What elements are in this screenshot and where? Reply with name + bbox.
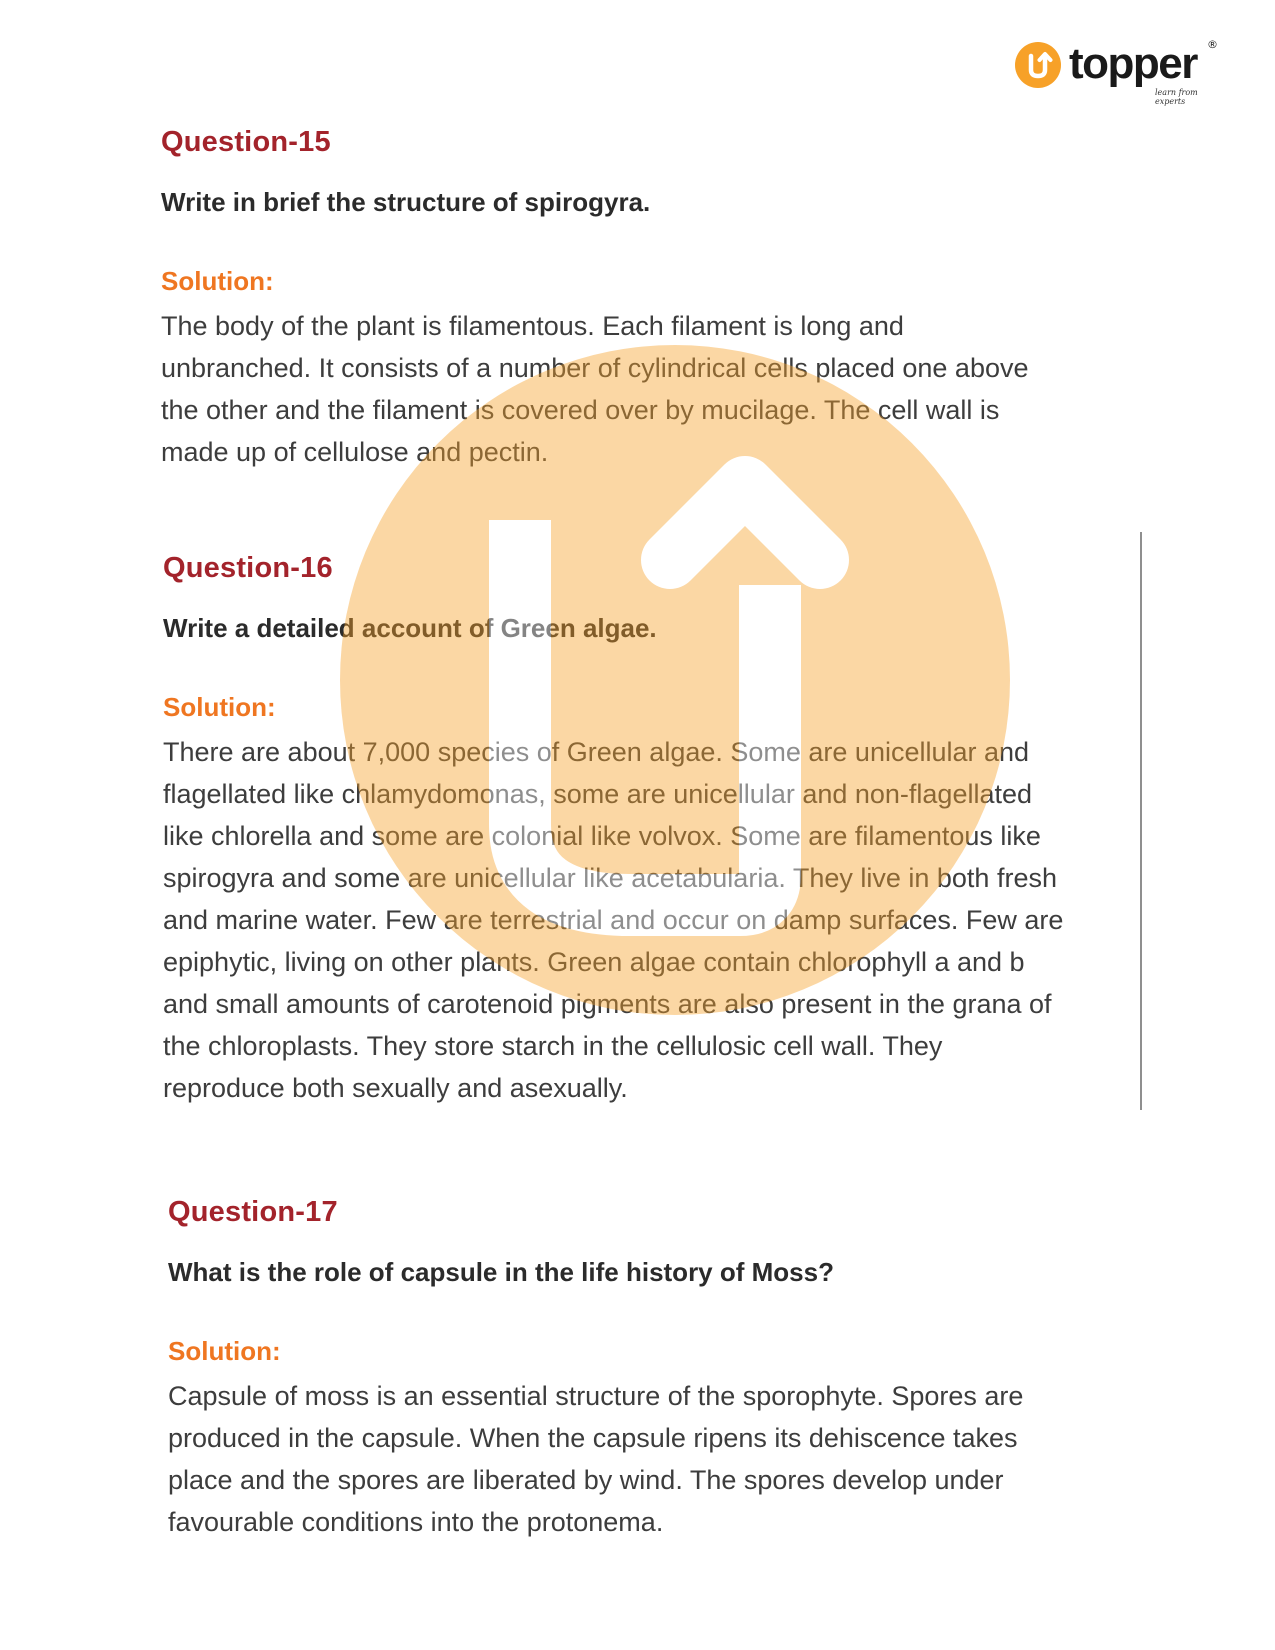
solution-label: Solution:: [163, 692, 276, 722]
question-title: Question-16: [163, 552, 333, 584]
topper-logo-icon: [1015, 42, 1061, 88]
question-text: Write a detailed account of Green algae.: [163, 613, 657, 643]
question-block-16: [163, 552, 1123, 1109]
solution-text: Capsule of moss is an essential structure of the sporophyte. Spores are produced in the capsule. When the capsule ripens its dehiscence takes place and the spores are liberated by wind. The spores develop under favourable conditions into the protonema.: [168, 1381, 1024, 1537]
solution-label: Solution:: [161, 266, 274, 296]
registered-mark: ®: [1207, 38, 1218, 51]
solution-label: Solution:: [168, 1336, 281, 1366]
question-text: What is the role of capsule in the life history of Moss?: [168, 1257, 834, 1287]
solution-text: There are about 7,000 species of Green algae. Some are unicellular and flagellated like chlamydomonas, some are unicellular and non-flagellated like chlorella and some are colonial like volvox. Some are filamentous like spirogyra and some are unicellular like acetabularia. They live in both fresh and marine water. Few are terrestrial and occur on damp surfaces. Few are epiphytic, living on other plants. Green algae contain chlorophyll a and b and small amounts of carotenoid pigments are also present in the grana of the chloroplasts. They store starch in the cellulosic cell wall. They reproduce both sexually and asexually.: [163, 737, 1064, 1103]
vertical-divider: [1140, 532, 1142, 1110]
topper-logo: [1015, 38, 1218, 106]
question-title: Question-17: [168, 1196, 338, 1228]
question-title: Question-15: [161, 126, 331, 158]
logo-tagline: learn from experts: [1155, 88, 1198, 106]
question-block-17: [168, 1196, 1128, 1543]
question-text: Write in brief the structure of spirogyra.: [161, 187, 651, 217]
topper-logo-text: topper: [1069, 39, 1197, 88]
solution-text: The body of the plant is filamentous. Each filament is long and unbranched. It consists of a number of cylindrical cells placed one above the other and the filament is covered over by mucilage. The cell wall is made up of cellulose and pectin.: [161, 311, 1029, 467]
question-block-15: [161, 126, 1121, 473]
